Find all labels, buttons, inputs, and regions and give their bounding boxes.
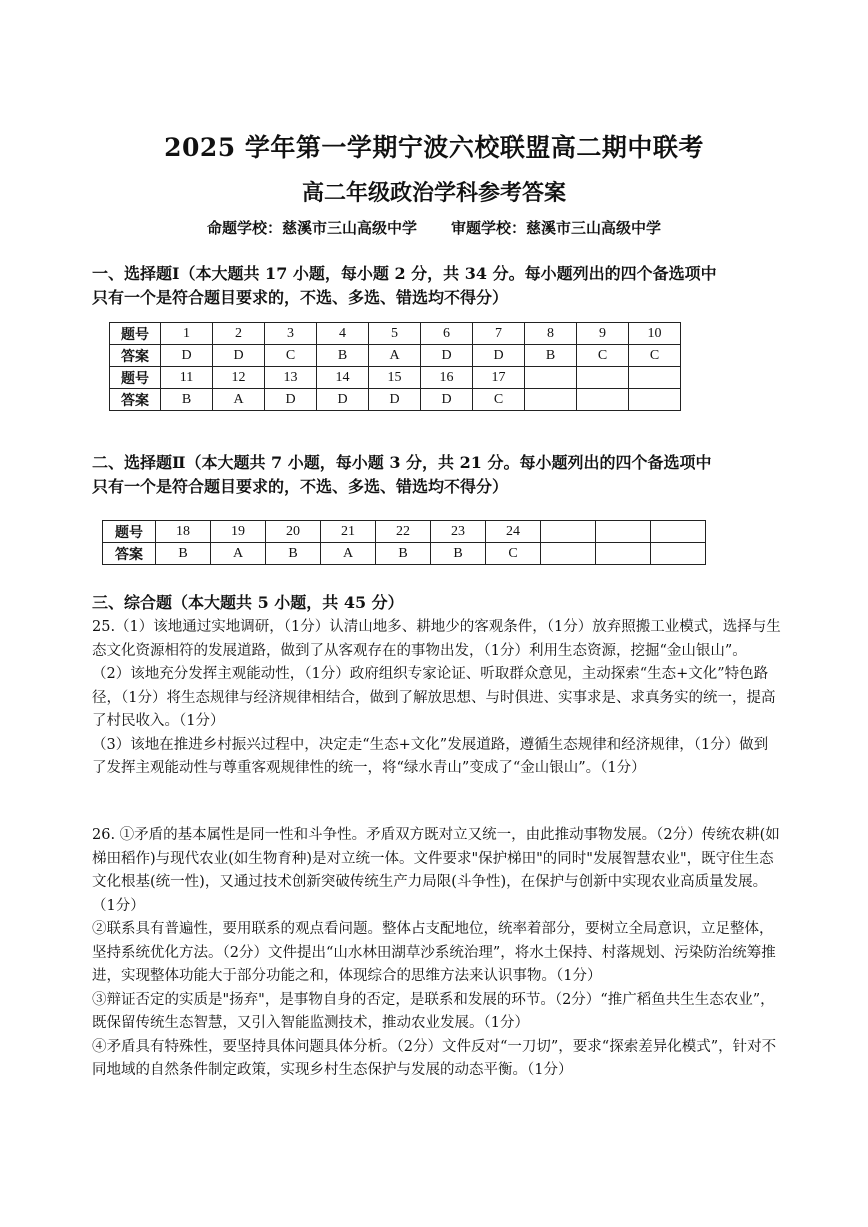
answer-cell: D [369,389,421,411]
question-number: 20 [266,521,321,543]
row-label: 答案 [103,543,156,565]
answer-cell [651,543,706,565]
row-label: 答案 [110,345,161,367]
question-number: 3 [265,323,317,345]
answer-cell [541,543,596,565]
question-number: 10 [629,323,681,345]
question-number: 19 [211,521,266,543]
section2-heading-line1: 二、选择题Ⅱ（本大题共 7 小题，每小题 3 分，共 21 分。每小题列出的四个备选项中 [92,453,712,472]
question-number [629,367,681,389]
answer-cell: B [161,389,213,411]
question-number: 6 [421,323,473,345]
table-row [110,367,681,389]
answer-cell: D [421,389,473,411]
answer-cell: C [577,345,629,367]
section1-heading [92,262,782,310]
question-number: 8 [525,323,577,345]
answer-cell: D [421,345,473,367]
answer-cell: B [376,543,431,565]
school-info [0,217,868,238]
answer-cell [577,389,629,411]
answer-cell: B [431,543,486,565]
question-number [596,521,651,543]
answer-cell: C [629,345,681,367]
question-number [525,367,577,389]
answer-paragraph: （3）该地在推进乡村振兴过程中，决定走“生态+文化”发展道路，遵循生态规律和经济规律，（1分）做到了发挥主观能动性与尊重客观规律性的统一，将“绿水青山”变成了“金山银山”。（1分） [92,736,769,776]
question-number: 23 [431,521,486,543]
table-row [103,521,706,543]
question-number: 4 [317,323,369,345]
row-label: 题号 [103,521,156,543]
question-number [651,521,706,543]
section1-answer-table [109,322,681,411]
question-number: 2 [213,323,265,345]
answer-cell: D [265,389,317,411]
question-number: 17 [473,367,525,389]
question-number: 1 [161,323,213,345]
question-number: 21 [321,521,376,543]
answer-paragraph: ③辩证否定的实质是"扬弃"，是事物自身的否定，是联系和发展的环节。（2分）“推广稻鱼共生生态农业”，既保留传统生态智慧，又引入智能监测技术，推动农业发展。（1分） [92,991,775,1031]
question-number: 15 [369,367,421,389]
question-number [541,521,596,543]
answer-cell: C [265,345,317,367]
answer-cell: D [317,389,369,411]
question-number: 18 [156,521,211,543]
question-number: 12 [213,367,265,389]
reviewer-school: 审题学校：慈溪市三山高级中学 [451,219,662,237]
answer-cell: B [317,345,369,367]
section2-heading [92,451,782,499]
question-number: 11 [161,367,213,389]
answer-paragraph: 26. ①矛盾的基本属性是同一性和斗争性。矛盾双方既对立又统一，由此推动事物发展。（2分）传统农耕(如梯田稻作)与现代农业(如生物育种)是对立统一体。文件要求"保护梯田"的同时"发展智慧农业"，既守住生态文化根基(统一性)，又通过技术创新突破传统生产力局限(斗争性)，在保护与创新中实现农业高质量发展。（1分） [92,827,780,914]
answer-paragraph: ④矛盾具有特殊性，要坚持具体问题具体分析。（2分）文件反对“一刀切”，要求“探索差异化模式”，针对不同地域的自然条件制定政策，实现乡村生态保护与发展的动态平衡。（1分） [92,1038,777,1078]
question-number: 16 [421,367,473,389]
answer-cell: B [156,543,211,565]
table-row [110,389,681,411]
question-25-answer [92,616,782,781]
answer-cell: A [321,543,376,565]
table-row [110,323,681,345]
question-number: 14 [317,367,369,389]
section1-heading-line2: 只有一个是符合题目要求的，不选、多选、错选均不得分） [92,288,509,307]
answer-cell: D [161,345,213,367]
answer-cell: C [473,389,525,411]
answer-cell [596,543,651,565]
section3-heading: 三、综合题（本大题共 5 小题，共 45 分） [92,593,404,612]
section1-heading-line1: 一、选择题Ⅰ（本大题共 17 小题，每小题 2 分，共 34 分。每小题列出的四个备选项中 [92,264,717,283]
question-number: 9 [577,323,629,345]
answer-cell: A [213,389,265,411]
page-title: 2025 学年第一学期宁波六校联盟高二期中联考 [164,133,704,162]
row-label: 题号 [110,367,161,389]
answer-paragraph: （2）该地充分发挥主观能动性，（1分）政府组织专家论证、听取群众意见，主动探索“生态+文化”特色路径，（1分）将生态规律与经济规律相结合，做到了解放思想、与时俱进、实事求是、求真务实的统一，提高了村民收入。（1分） [92,666,776,729]
question-number: 22 [376,521,431,543]
page-subtitle: 高二年级政治学科参考答案 [301,180,566,206]
question-number: 7 [473,323,525,345]
question-26-answer [92,824,782,1083]
row-label: 题号 [110,323,161,345]
setter-school: 命题学校：慈溪市三山高级中学 [206,219,417,237]
row-label: 答案 [110,389,161,411]
answer-cell: C [486,543,541,565]
answer-cell: B [266,543,321,565]
answer-cell: D [473,345,525,367]
question-number [577,367,629,389]
answer-cell: D [213,345,265,367]
section2-answer-table [102,520,706,565]
table-row [103,543,706,565]
answer-paragraph: 25.（1）该地通过实地调研，（1分）认清山地多、耕地少的客观条件，（1分）放弃照搬工业模式，选择与生态文化资源相符的发展道路，做到了从客观存在的事物出发，（1分）利用生态资源，挖掘“金山银山”。 [92,619,781,659]
answer-cell [629,389,681,411]
table-row [110,345,681,367]
question-number: 13 [265,367,317,389]
answer-cell: A [211,543,266,565]
answer-cell [525,389,577,411]
question-number: 5 [369,323,421,345]
answer-paragraph: ②联系具有普遍性，要用联系的观点看问题。整体占支配地位，统率着部分，要树立全局意识，立足整体，坚持系统优化方法。（2分）文件提出“山水林田湖草沙系统治理”，将水土保持、村落规划、污染防治统筹推进，实现整体功能大于部分功能之和，体现综合的思维方法来认识事物。（1分） [92,921,776,984]
question-number: 24 [486,521,541,543]
answer-cell: B [525,345,577,367]
section2-heading-line2: 只有一个是符合题目要求的，不选、多选、错选均不得分） [92,477,509,496]
answer-cell: A [369,345,421,367]
